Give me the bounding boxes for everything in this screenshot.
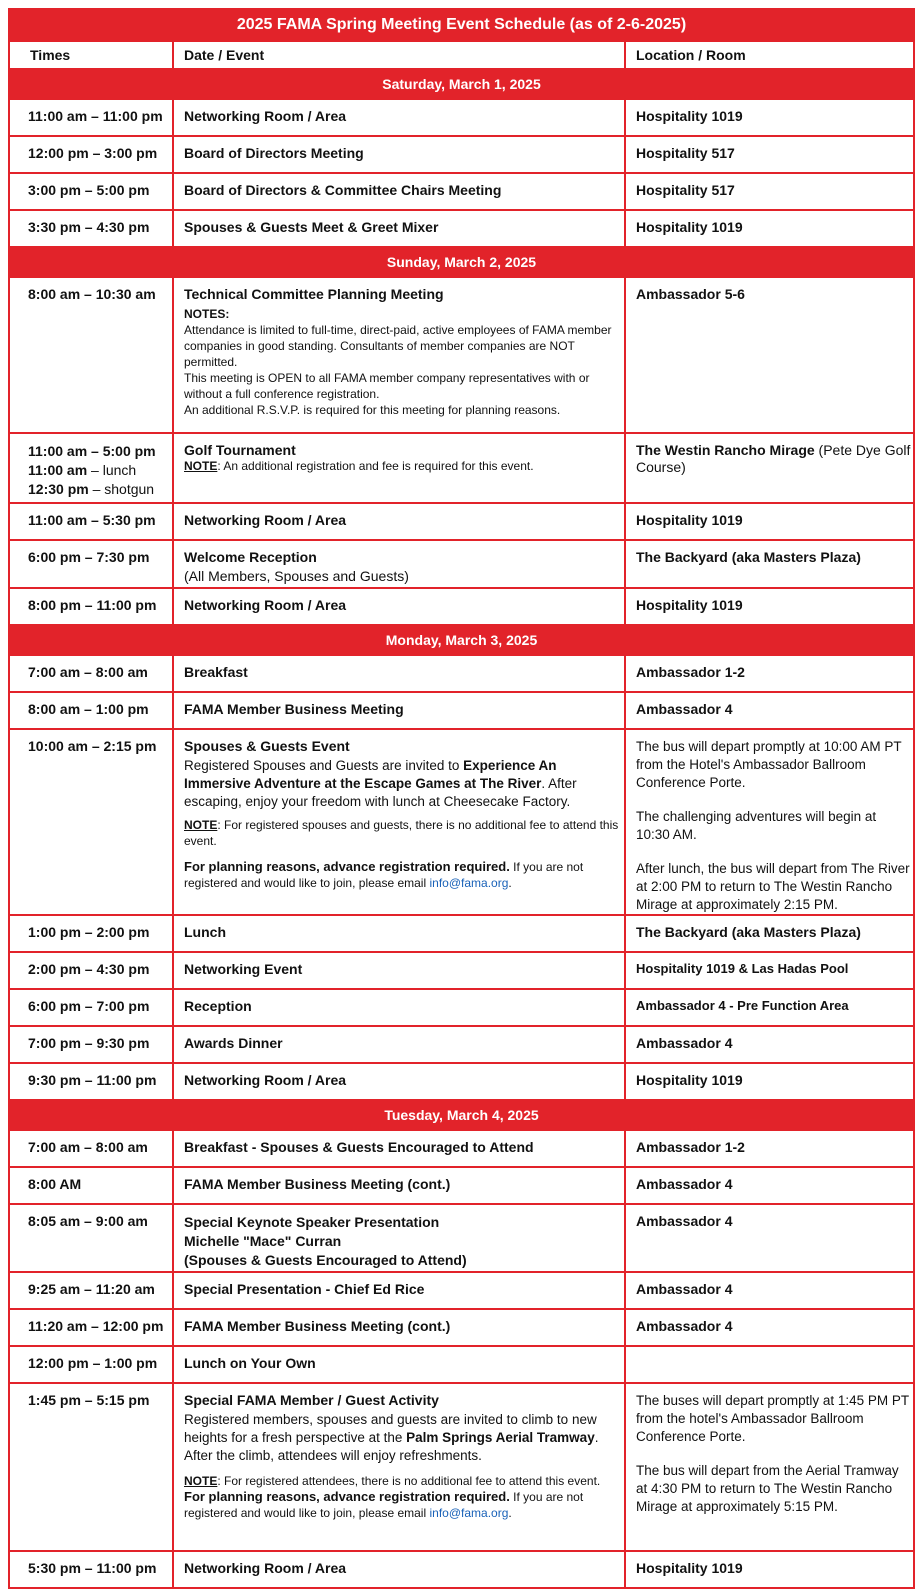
- punctuation: .: [508, 876, 512, 890]
- location-cell: Ambassador 1-2: [625, 655, 914, 692]
- note-label: NOTE: [184, 459, 218, 473]
- event-cell: [173, 1383, 625, 1551]
- event-cell: [173, 729, 625, 915]
- event-subtitle: (Spouses & Guests Encouraged to Attend): [184, 1252, 467, 1268]
- location-detail: (Pete Dye Golf Course): [636, 442, 911, 475]
- time-cell: 6:00 pm – 7:30 pm: [9, 540, 173, 588]
- time-note: – lunch: [87, 462, 137, 478]
- location-cell: Hospitality 517: [625, 173, 914, 210]
- event-cell: Breakfast - Spouses & Guests Encouraged to Attend: [173, 1130, 625, 1167]
- location-cell: Hospitality 1019: [625, 588, 914, 625]
- time-cell: 10:00 am – 2:15 pm: [9, 729, 173, 915]
- location-cell: [625, 433, 914, 503]
- email-link[interactable]: info@fama.org: [429, 1506, 509, 1520]
- event-cell: [173, 1204, 625, 1272]
- event-subtitle: (All Members, Spouses and Guests): [184, 568, 409, 584]
- event-cell: Board of Directors Meeting: [173, 136, 625, 173]
- location-cell: The Backyard (aka Masters Plaza): [625, 540, 914, 588]
- event-cell: Networking Event: [173, 952, 625, 989]
- time-cell: 7:00 am – 8:00 am: [9, 1130, 173, 1167]
- note-label: NOTE: [184, 1474, 218, 1488]
- time-cell: 9:30 pm – 11:00 pm: [9, 1063, 173, 1100]
- time-line: 11:00 am: [28, 462, 88, 478]
- schedule-table: [8, 8, 915, 1589]
- event-cell: Lunch on Your Own: [173, 1346, 625, 1383]
- note-text: An additional R.S.V.P. is required for this meeting for planning reasons.: [184, 403, 561, 417]
- event-cell: Networking Room / Area: [173, 99, 625, 136]
- day-header-monday: Monday, March 3, 2025: [9, 625, 914, 655]
- time-note: – shotgun: [88, 481, 155, 497]
- planning-notice: For planning reasons, advance registration required.: [184, 1489, 510, 1504]
- planning-text: If you are not registered and would like to join, please email: [184, 860, 584, 890]
- note-text: This meeting is OPEN to all FAMA member company representatives with or without a full conference registration.: [184, 371, 590, 401]
- event-cell: [173, 433, 625, 503]
- note-text: Attendance is limited to full-time, direct-paid, active employees of FAMA member companies in good standing. Consultants of member companies are NOT permitted.: [184, 323, 612, 369]
- time-cell: 8:05 am – 9:00 am: [9, 1204, 173, 1272]
- time-cell: 1:45 pm – 5:15 pm: [9, 1383, 173, 1551]
- time-cell: 12:00 pm – 1:00 pm: [9, 1346, 173, 1383]
- location-cell: [625, 1346, 914, 1383]
- time-cell: 5:30 pm – 11:00 pm: [9, 1551, 173, 1588]
- location-cell: Ambassador 4: [625, 1309, 914, 1346]
- event-highlight: Experience An Immersive Adventure at the Escape Games at The River: [184, 758, 557, 791]
- event-title: Golf Tournament: [184, 442, 296, 458]
- punctuation: .: [508, 1506, 512, 1520]
- schedule-document: [8, 8, 913, 1589]
- note-text: : For registered spouses and guests, there is no additional fee to attend this event.: [184, 818, 619, 848]
- location-cell: The Backyard (aka Masters Plaza): [625, 915, 914, 952]
- time-cell: 11:20 am – 12:00 pm: [9, 1309, 173, 1346]
- time-cell: 3:00 pm – 5:00 pm: [9, 173, 173, 210]
- event-cell: Networking Room / Area: [173, 1063, 625, 1100]
- page-title: 2025 FAMA Spring Meeting Event Schedule (as of 2-6-2025): [9, 9, 914, 41]
- note-text: : For registered attendees, there is no additional fee to attend this event.: [217, 1474, 601, 1488]
- header-location: Location / Room: [625, 41, 914, 69]
- event-description: . After escaping, enjoy your freedom with lunch at Cheesecake Factory.: [184, 776, 577, 809]
- event-title: Welcome Reception: [184, 549, 317, 565]
- note-text: : An additional registration and fee is required for this event.: [217, 459, 534, 473]
- time-line: 12:30 pm: [28, 481, 89, 497]
- location-cell: Ambassador 4: [625, 1026, 914, 1063]
- location-text: The challenging adventures will begin at 10:30 AM.: [636, 809, 877, 842]
- location-text: The bus will depart promptly at 10:00 AM PT from the Hotel's Ambassador Ballroom Conference Porte.: [636, 739, 902, 790]
- event-description: Registered Spouses and Guests are invited to: [184, 758, 464, 773]
- location-cell: [625, 1383, 914, 1551]
- event-cell: Breakfast: [173, 655, 625, 692]
- notes-label: NOTES:: [184, 307, 230, 321]
- time-cell: 11:00 am – 11:00 pm: [9, 99, 173, 136]
- day-header-tuesday: Tuesday, March 4, 2025: [9, 1100, 914, 1130]
- day-header-sunday: Sunday, March 2, 2025: [9, 247, 914, 277]
- event-highlight: Palm Springs Aerial Tramway: [406, 1430, 595, 1445]
- location-cell: Ambassador 1-2: [625, 1130, 914, 1167]
- event-description: . After the climb, attendees will enjoy refreshments.: [184, 1430, 599, 1463]
- event-title: Technical Committee Planning Meeting: [184, 286, 444, 302]
- time-cell: 3:30 pm – 4:30 pm: [9, 210, 173, 247]
- time-cell: 8:00 am – 10:30 am: [9, 277, 173, 433]
- location-cell: Ambassador 4 - Pre Function Area: [625, 989, 914, 1026]
- location-cell: Ambassador 4: [625, 1204, 914, 1272]
- time-cell: [9, 433, 173, 503]
- event-title: Special FAMA Member / Guest Activity: [184, 1392, 439, 1408]
- event-cell: FAMA Member Business Meeting (cont.): [173, 1167, 625, 1204]
- time-cell: 11:00 am – 5:30 pm: [9, 503, 173, 540]
- time-cell: 2:00 pm – 4:30 pm: [9, 952, 173, 989]
- event-cell: Awards Dinner: [173, 1026, 625, 1063]
- event-cell: Lunch: [173, 915, 625, 952]
- location-cell: Hospitality 1019: [625, 1063, 914, 1100]
- speaker-name: Michelle "Mace" Curran: [184, 1233, 342, 1249]
- location-cell: Hospitality 517: [625, 136, 914, 173]
- location-cell: Ambassador 4: [625, 692, 914, 729]
- event-cell: Networking Room / Area: [173, 503, 625, 540]
- event-cell: Board of Directors & Committee Chairs Meeting: [173, 173, 625, 210]
- event-cell: Networking Room / Area: [173, 588, 625, 625]
- event-title: Spouses & Guests Event: [184, 738, 350, 754]
- location-cell: Hospitality 1019 & Las Hadas Pool: [625, 952, 914, 989]
- location-text: The bus will depart from the Aerial Tramway at 4:30 PM to return to The Westin Rancho Mirage at approximately 5:15 PM.: [636, 1463, 899, 1514]
- header-event: Date / Event: [173, 41, 625, 69]
- event-cell: Spouses & Guests Meet & Greet Mixer: [173, 210, 625, 247]
- note-label: NOTE: [184, 818, 218, 832]
- time-line: 11:00 am – 5:00 pm: [28, 443, 156, 459]
- email-link[interactable]: info@fama.org: [429, 876, 509, 890]
- location-name: The Westin Rancho Mirage: [636, 442, 815, 458]
- time-cell: 1:00 pm – 2:00 pm: [9, 915, 173, 952]
- event-cell: FAMA Member Business Meeting (cont.): [173, 1309, 625, 1346]
- time-cell: 9:25 am – 11:20 am: [9, 1272, 173, 1309]
- location-cell: Hospitality 1019: [625, 1551, 914, 1588]
- event-cell: Networking Room / Area: [173, 1551, 625, 1588]
- time-cell: 7:00 pm – 9:30 pm: [9, 1026, 173, 1063]
- location-cell: Ambassador 5-6: [625, 277, 914, 433]
- event-description: Registered members, spouses and guests are invited to climb to new heights for a fresh perspective at the: [184, 1412, 597, 1445]
- planning-text: If you are not registered and would like to join, please email: [184, 1490, 584, 1520]
- time-cell: 7:00 am – 8:00 am: [9, 655, 173, 692]
- time-cell: 6:00 pm – 7:00 pm: [9, 989, 173, 1026]
- location-cell: Hospitality 1019: [625, 99, 914, 136]
- location-cell: Hospitality 1019: [625, 210, 914, 247]
- event-cell: [173, 277, 625, 433]
- event-cell: [173, 540, 625, 588]
- event-cell: FAMA Member Business Meeting: [173, 692, 625, 729]
- location-text: The buses will depart promptly at 1:45 PM PT from the hotel's Ambassador Ballroom Conference Porte.: [636, 1393, 909, 1444]
- event-cell: Reception: [173, 989, 625, 1026]
- location-cell: [625, 729, 914, 915]
- header-times: Times: [9, 41, 173, 69]
- time-cell: 12:00 pm – 3:00 pm: [9, 136, 173, 173]
- location-cell: Hospitality 1019: [625, 503, 914, 540]
- location-text: After lunch, the bus will depart from The River at 2:00 PM to return to The Westin Rancho Mirage at approximately 2:15 PM.: [636, 861, 910, 912]
- event-cell: Special Presentation - Chief Ed Rice: [173, 1272, 625, 1309]
- day-header-saturday: Saturday, March 1, 2025: [9, 69, 914, 99]
- event-title: Special Keynote Speaker Presentation: [184, 1214, 440, 1230]
- location-cell: Ambassador 4: [625, 1272, 914, 1309]
- location-cell: Ambassador 4: [625, 1167, 914, 1204]
- time-cell: 8:00 AM: [9, 1167, 173, 1204]
- time-cell: 8:00 pm – 11:00 pm: [9, 588, 173, 625]
- time-cell: 8:00 am – 1:00 pm: [9, 692, 173, 729]
- planning-notice: For planning reasons, advance registration required.: [184, 859, 510, 874]
